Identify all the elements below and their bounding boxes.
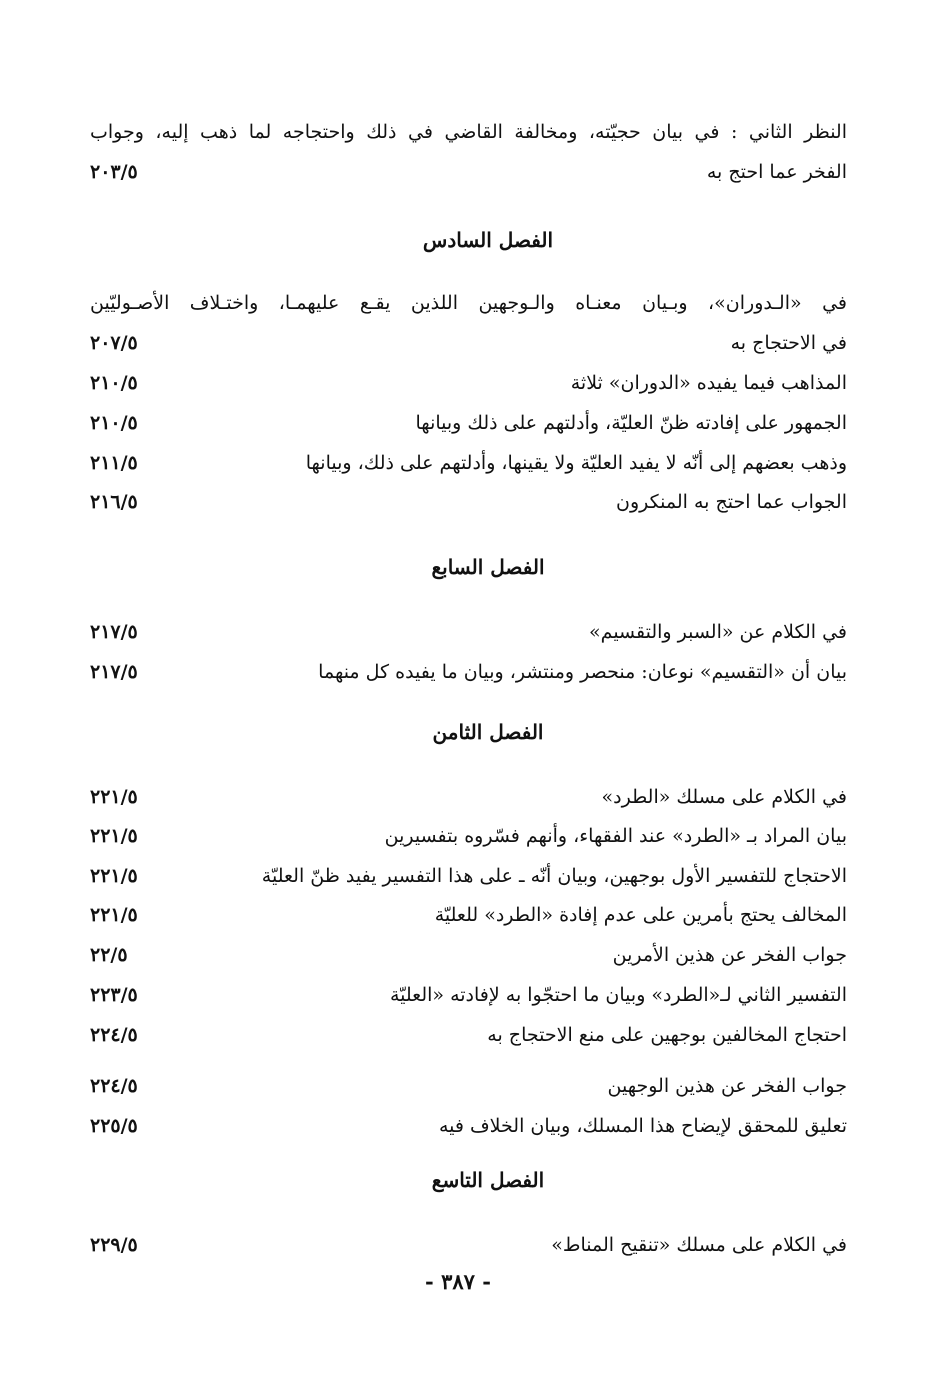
toc-entry [90,652,847,692]
toc-entry-text: المخالف يحتج بأمرين على عدم إفادة «الطرد» للعليّة [434,904,847,926]
toc-entry [90,816,847,856]
toc-page-ref: ٢٢٣/٥ [90,984,138,1006]
chapter-heading: الفصل الثامن [432,720,544,744]
toc-entry [90,975,847,1015]
chapter-heading: الفصل السادس [422,228,554,252]
toc-page-ref: ٢٢١/٥ [90,865,138,887]
toc-entry-text: الجواب عما احتج به المنكرون [616,491,847,513]
toc-entry-intro-line1 [90,112,847,152]
toc-page-ref: ٢١٠/٥ [90,372,138,394]
toc-page-ref: ٢٢١/٥ [90,825,138,847]
toc-entry-text: الفخر عما احتج به [706,161,847,183]
toc-entry [90,403,847,443]
toc-entry-text: الجمهور على إفادته ظنّ العليّة، وأدلتهم على ذلك وبيانها [415,412,847,434]
toc-entry [90,1225,847,1265]
toc-entry [90,1066,847,1106]
toc-entry-text: في الكلام على مسلك «الطرد» [601,786,847,808]
toc-page-ref: ٢٢١/٥ [90,904,138,926]
toc-entry [90,443,847,483]
toc-page-ref: ٢٠٣/٥ [90,161,138,183]
toc-page-ref: ٢٠٧/٥ [90,332,138,354]
toc-entry-text: جواب الفخر عن هذين الوجهين [607,1075,847,1097]
toc-page-ref: ٢١٦/٥ [90,491,138,513]
toc-page-ref: ٢١٧/٥ [90,621,138,643]
toc-entry-text: الاحتجاج للتفسير الأول بوجهين، وبيان أنّه ـ على هذا التفسير يفيد ظنّ العليّة [261,865,847,887]
toc-entry-text: تعليق للمحقق لإيضاح هذا المسلك، وبيان الخلاف فيه [438,1115,847,1137]
toc-entry [90,856,847,896]
toc-entry-lead [90,283,847,323]
toc-entry [90,612,847,652]
toc-entry-text: النظر الثاني : في بيان حجيّته، ومخالفة القاضي في ذلك واحتجاجه لما ذهب إليه، وجواب [90,121,847,143]
toc-entry-text: التفسير الثاني لـ«الطرد» وبيان ما احتجّوا به لإفادته «العليّة [389,984,847,1006]
chapter-heading: الفصل السابع [431,555,545,579]
page-number: - ٣٨٧ - [425,1269,491,1294]
toc-entry-intro-line2 [90,152,847,192]
toc-entry-text: بيان المراد بـ «الطرد» عند الفقهاء، وأنهم فسّروه بتفسيرين [384,825,847,847]
toc-entry-text: احتجاج المخالفين بوجهين على منع الاحتجاج به [487,1024,847,1046]
toc-page-ref: ٢٢٥/٥ [90,1115,138,1137]
toc-entry [90,323,847,363]
toc-entry [90,895,847,935]
toc-entry [90,935,847,975]
toc-page-ref: ٢٢١/٥ [90,786,138,808]
toc-entry-text: بيان أن «التقسيم» نوعان: منحصر ومنتشر، وبيان ما يفيده كل منهما [318,661,847,683]
toc-page-ref: ٢٢٤/٥ [90,1024,138,1046]
toc-entry [90,1015,847,1055]
toc-page-ref: ٢٢٤/٥ [90,1075,138,1097]
toc-entry [90,777,847,817]
toc-page-ref: ٢١١/٥ [90,452,138,474]
toc-entry-text: في «الـدوران»، وبـيان معنـاه والـوجهين اللذين يقـع عليهمـا، واختـلاف الأصـوليّين [90,292,847,314]
toc-entry-text: في الكلام عن «السبر والتقسيم» [589,621,847,643]
toc-entry-text: في الكلام على مسلك «تنقيح المناط» [551,1234,847,1256]
toc-entry-text: جواب الفخر عن هذين الأمرين [612,944,847,966]
toc-entry-text: المذاهب فيما يفيده «الدوران» ثلاثة [570,372,847,394]
toc-entry-text: في الاحتجاج به [730,332,847,354]
toc-page-ref: ٢١٠/٥ [90,412,138,434]
toc-entry [90,363,847,403]
chapter-heading: الفصل التاسع [431,1168,545,1192]
toc-page-ref: ٢١٧/٥ [90,661,138,683]
toc-entry-text: وذهب بعضهم إلى أنّه لا يفيد العليّة ولا يقينها، وأدلتهم على ذلك، وبيانها [305,452,847,474]
toc-entry [90,1106,847,1146]
toc-entry [90,482,847,522]
toc-page-ref: ٢٢/٥ [90,944,128,966]
toc-page-ref: ٢٢٩/٥ [90,1234,138,1256]
